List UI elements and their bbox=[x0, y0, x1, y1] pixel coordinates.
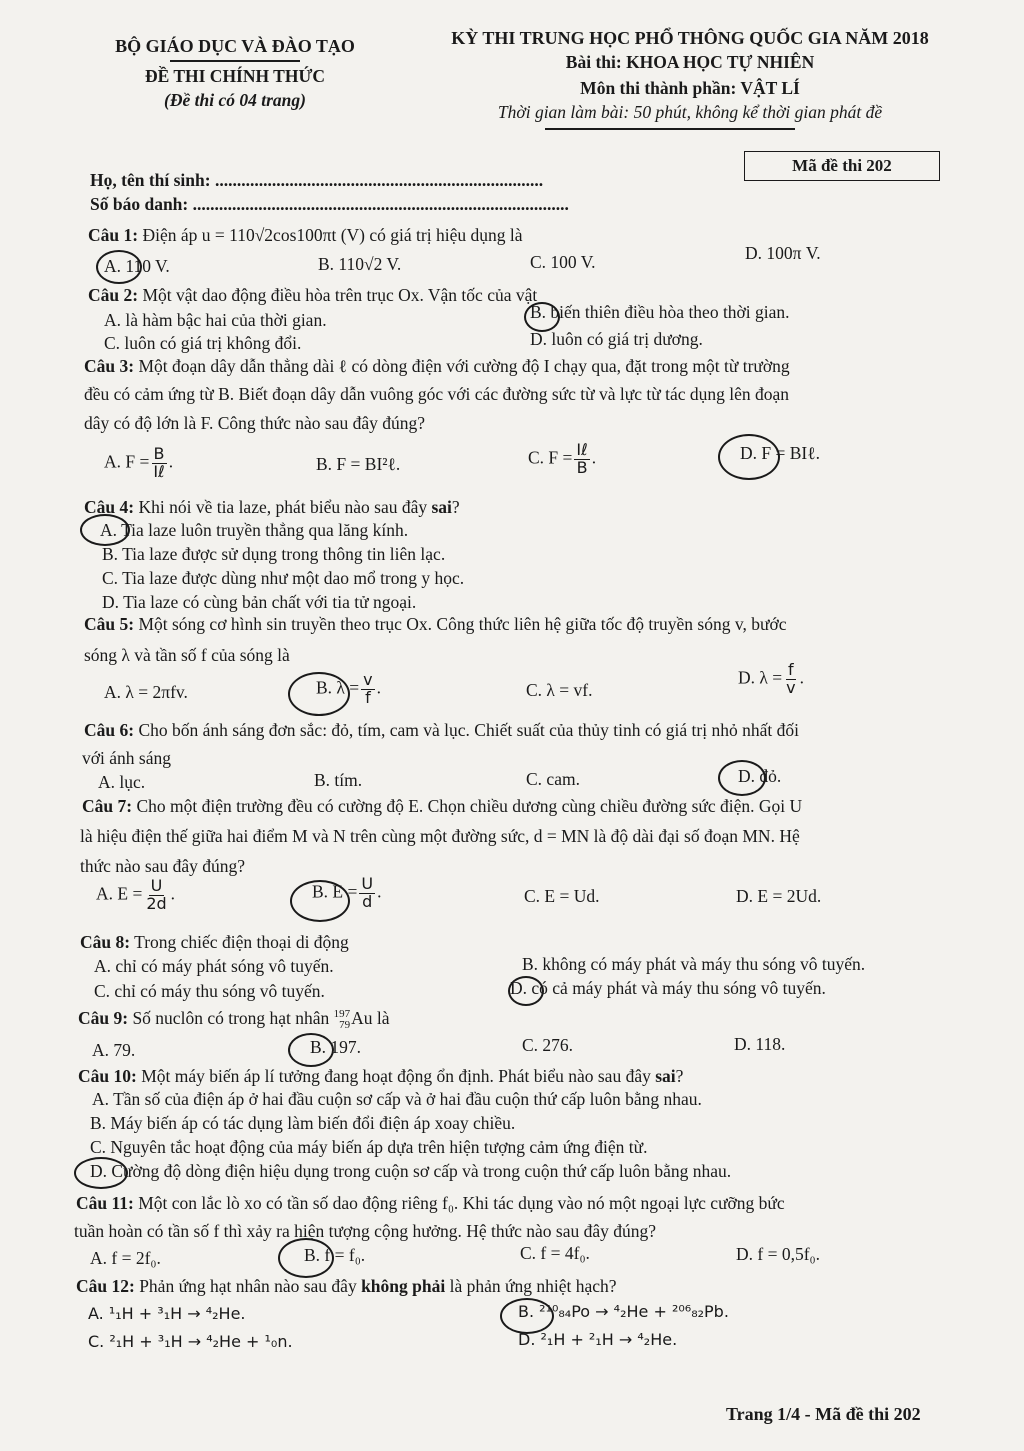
exam-title: KỲ THI TRUNG HỌC PHỔ THÔNG QUỐC GIA NĂM 2018 bbox=[451, 28, 929, 48]
q10-option-d[interactable]: D. Cường độ dòng điện hiệu dụng trong cuộn sơ cấp và trong cuộn thứ cấp luôn bằng nhau. bbox=[90, 1161, 732, 1181]
q5-d-label: D. λ = bbox=[738, 667, 783, 688]
q9-element: Au là bbox=[351, 1008, 390, 1028]
question-6-line-2: với ánh sáng bbox=[82, 748, 171, 768]
q10-text: Một máy biến áp lí tưởng đang hoạt động ổn định. Phát biểu nào sau đây bbox=[136, 1066, 656, 1086]
q5-option-c[interactable]: C. λ = vf. bbox=[526, 680, 593, 700]
q9-option-a[interactable]: A. 79. bbox=[92, 1040, 136, 1060]
q10-option-a[interactable]: A. Tần số của điện áp ở hai đầu cuộn sơ cấp và ở hai đầu cuộn thứ cấp luôn bằng nhau. bbox=[92, 1089, 702, 1109]
q1-option-b[interactable]: B. 110√2 V. bbox=[318, 254, 402, 274]
question-3-line-2: đều có cảm ứng từ B. Biết đoạn dây dẫn vuông góc với các đường sức từ và lực từ tác dụng lên đoạn bbox=[84, 384, 790, 404]
q1-option-d[interactable]: D. 100π V. bbox=[745, 243, 821, 263]
question-3-line-3: dây có độ lớn là F. Công thức nào sau đây đúng? bbox=[84, 413, 426, 433]
q11-label: Câu 11: bbox=[76, 1193, 134, 1213]
q3-c-den: B bbox=[576, 457, 588, 477]
question-5-line-1 bbox=[84, 614, 786, 635]
q6-option-a[interactable]: A. lục. bbox=[98, 772, 146, 792]
question-9 bbox=[78, 1008, 390, 1031]
q12-option-d[interactable]: D. ²₁H + ²₁H → ⁴₂He. bbox=[518, 1330, 678, 1349]
question-7-line-2: là hiệu điện thế giữa hai điểm M và N trên cùng một đường sức, d = MN là độ dài đại số đoạn MN. Hệ bbox=[80, 826, 800, 846]
q2-option-c[interactable]: C. luôn có giá trị không đổi. bbox=[104, 333, 302, 353]
q2-option-b[interactable]: B. biến thiên điều hòa theo thời gian. bbox=[530, 302, 790, 322]
q3-option-b[interactable]: B. F = BI²ℓ. bbox=[316, 454, 401, 474]
q3-a-den: Iℓ bbox=[153, 461, 165, 481]
q5-option-a[interactable]: A. λ = 2πfv. bbox=[104, 682, 188, 702]
q9-atomic-number: 79 bbox=[339, 1018, 351, 1031]
question-11-line-2: tuần hoàn có tần số f thì xảy ra hiện tượng cộng hưởng. Hệ thức nào sau đây đúng? bbox=[74, 1221, 657, 1241]
q12-label: Câu 12: bbox=[76, 1276, 135, 1296]
q6-option-c[interactable]: C. cam. bbox=[526, 769, 580, 789]
q3-option-c[interactable]: C. F = $\frac{\text{Iℓ}}{B}$ . bbox=[528, 440, 597, 477]
pages-note: (Đề thi có 04 trang) bbox=[164, 90, 306, 110]
q7-b-num: U bbox=[361, 874, 374, 893]
q5-label: Câu 5: bbox=[84, 614, 135, 634]
question-2 bbox=[88, 285, 537, 306]
question-7-line-1 bbox=[82, 796, 802, 817]
q5-d-den: v bbox=[786, 677, 796, 697]
q4-text: Khi nói về tia laze, phát biểu nào sau đây bbox=[134, 497, 432, 517]
q4-option-a[interactable]: A. Tia laze luôn truyền thẳng qua lăng kính. bbox=[100, 520, 409, 540]
q12-khong-phai: không phải bbox=[361, 1276, 446, 1296]
q6-option-d[interactable]: D. đỏ. bbox=[738, 766, 782, 786]
official-label: ĐỀ THI CHÍNH THỨC bbox=[144, 66, 326, 86]
q10-sai: sai bbox=[655, 1066, 676, 1086]
question-10 bbox=[78, 1066, 683, 1087]
question-6-line-1 bbox=[84, 720, 799, 741]
subject: Môn thi thành phần: VẬT LÍ bbox=[580, 78, 800, 98]
q7-option-d[interactable]: D. E = 2Ud. bbox=[736, 886, 822, 906]
q2-text: Một vật dao động điều hòa trên trục Ox. Vận tốc của vật bbox=[138, 285, 538, 305]
q5-line-1: Một sóng cơ hình sin truyền theo trục Ox. Công thức liên hệ giữa tốc độ truyền sóng v, bước bbox=[134, 614, 787, 634]
q7-a-label: A. E = bbox=[96, 883, 143, 904]
q7-option-b[interactable]: B. E = $\frac{U}{d}$ . bbox=[312, 874, 382, 911]
q7-b-fraction bbox=[359, 876, 375, 911]
candidate-name-field: Họ, tên thí sinh: ........................................................................... bbox=[90, 170, 544, 190]
question-5-line-2: sóng λ và tần số f của sóng là bbox=[84, 645, 290, 665]
q12-text-2: là phản ứng nhiệt hạch? bbox=[445, 1276, 617, 1296]
q3-label: Câu 3: bbox=[84, 356, 135, 376]
q5-d-num: f bbox=[788, 660, 794, 679]
q10-option-b[interactable]: B. Máy biến áp có tác dụng làm biến đổi điện áp xoay chiều. bbox=[90, 1113, 516, 1133]
q11-option-d[interactable]: D. f = 0,5f₀. bbox=[736, 1244, 821, 1264]
question-4 bbox=[84, 497, 460, 518]
q9-option-d[interactable]: D. 118. bbox=[734, 1034, 786, 1054]
q3-a-fraction bbox=[151, 446, 166, 481]
q3-c-fraction bbox=[574, 442, 589, 477]
q3-a-num: B bbox=[153, 444, 165, 463]
q6-label: Câu 6: bbox=[84, 720, 135, 740]
q4-label: Câu 4: bbox=[84, 497, 135, 517]
question-11-line-1 bbox=[76, 1193, 785, 1214]
q7-label: Câu 7: bbox=[82, 796, 133, 816]
q9-label: Câu 9: bbox=[78, 1008, 129, 1028]
q6-option-b[interactable]: B. tím. bbox=[314, 770, 363, 790]
q9-text: Số nuclôn có trong hạt nhân bbox=[128, 1008, 330, 1028]
q12-option-c[interactable]: C. ²₁H + ³₁H → ⁴₂He + ¹₀n. bbox=[88, 1332, 293, 1351]
q8-text: Trong chiếc điện thoại di động bbox=[130, 932, 349, 952]
q8-option-c[interactable]: C. chỉ có máy thu sóng vô tuyến. bbox=[94, 981, 325, 1001]
q5-b-label: B. λ = bbox=[316, 677, 360, 698]
q11-option-a[interactable]: A. f = 2f₀. bbox=[90, 1248, 161, 1268]
q10-label: Câu 10: bbox=[78, 1066, 137, 1086]
q4-qmark: ? bbox=[451, 497, 460, 517]
q2-option-a[interactable]: A. là hàm bậc hai của thời gian. bbox=[104, 310, 327, 330]
exam-code-box: Mã đề thi 202 bbox=[744, 151, 940, 181]
question-7-line-3: thức nào sau đây đúng? bbox=[80, 856, 245, 876]
q7-line-1: Cho một điện trường đều có cường độ E. Chọn chiều dương cùng chiều đường sức điện. Gọi U bbox=[132, 796, 803, 816]
q3-a-label: A. F = bbox=[104, 451, 150, 472]
time-note: Thời gian làm bài: 50 phút, không kể thời gian phát đề bbox=[497, 102, 883, 122]
q5-option-d[interactable]: D. λ = $\frac{f}{v}$ . bbox=[738, 660, 804, 697]
q8-option-a[interactable]: A. chỉ có máy phát sóng vô tuyến. bbox=[94, 956, 334, 976]
q5-b-fraction bbox=[361, 672, 374, 707]
question-1 bbox=[88, 225, 522, 246]
q9-option-b[interactable]: B. 197. bbox=[310, 1037, 362, 1057]
q6-line-1: Cho bốn ánh sáng đơn sắc: đỏ, tím, cam và lục. Chiết suất của thủy tinh có giá trị nhỏ nhất đối bbox=[134, 720, 799, 740]
q5-b-num: v bbox=[363, 670, 373, 689]
candidate-id-field: Số báo danh: ...................................................................................... bbox=[90, 194, 569, 214]
q8-option-b[interactable]: B. không có máy phát và máy thu sóng vô tuyến. bbox=[522, 954, 866, 974]
q1-option-c[interactable]: C. 100 V. bbox=[530, 252, 596, 272]
q2-label: Câu 2: bbox=[88, 285, 139, 305]
q7-a-num: U bbox=[150, 876, 163, 895]
q4-sai: sai bbox=[431, 497, 452, 517]
q4-option-b[interactable]: B. Tia laze được sử dụng trong thông tin liên lạc. bbox=[102, 544, 446, 564]
q7-a-den: 2d bbox=[146, 893, 167, 913]
q11-option-b[interactable]: B. f = f₀. bbox=[304, 1245, 366, 1265]
q12-option-b[interactable]: B. ²¹⁰₈₄Po → ⁴₂He + ²⁰⁶₈₂Pb. bbox=[518, 1302, 729, 1321]
q3-option-a[interactable]: A. F = $\frac{B}{\text{Iℓ}}$ . bbox=[104, 444, 174, 481]
q8-option-d[interactable]: D. có cả máy phát và máy thu sóng vô tuyến. bbox=[510, 978, 826, 998]
subject-group: Bài thi: KHOA HỌC TỰ NHIÊN bbox=[565, 52, 815, 72]
q3-c-num: Iℓ bbox=[576, 440, 588, 459]
q12-text: Phản ứng hạt nhân nào sau đây bbox=[134, 1276, 362, 1296]
q7-option-c[interactable]: C. E = Ud. bbox=[524, 886, 600, 906]
q9-mass-number: 197 bbox=[333, 1007, 351, 1020]
q3-option-d[interactable]: D. F = BIℓ. bbox=[740, 443, 820, 463]
q5-b-den: f bbox=[365, 687, 371, 707]
q7-a-fraction bbox=[144, 878, 168, 913]
q5-d-fraction bbox=[784, 662, 797, 697]
ministry-name: BỘ GIÁO DỤC VÀ ĐÀO TẠO bbox=[115, 36, 355, 56]
q3-c-label: C. F = bbox=[528, 447, 573, 468]
q11-option-c[interactable]: C. f = 4f₀. bbox=[520, 1243, 590, 1263]
q12-option-a[interactable]: A. ¹₁H + ³₁H → ⁴₂He. bbox=[88, 1304, 246, 1323]
q5-option-b[interactable]: B. λ = $\frac{v}{f}$ . bbox=[316, 670, 381, 707]
q7-option-a[interactable]: A. E = $\frac{U}{2d}$ . bbox=[96, 876, 176, 913]
q1-text: Điện áp u = 110√2cos100πt (V) có giá trị hiệu dụng là bbox=[138, 225, 523, 245]
q9-option-c[interactable]: C. 276. bbox=[522, 1035, 574, 1055]
q7-b-label: B. E = bbox=[312, 881, 358, 902]
header-rule-left bbox=[170, 60, 300, 62]
q10-option-c[interactable]: C. Nguyên tắc hoạt động của máy biến áp dựa trên hiện tượng cảm ứng điện từ. bbox=[90, 1137, 648, 1157]
q8-label: Câu 8: bbox=[80, 932, 131, 952]
q2-option-d[interactable]: D. luôn có giá trị dương. bbox=[530, 329, 703, 349]
nuclide-notation bbox=[334, 1009, 351, 1031]
q1-option-a[interactable]: A. 110 V. bbox=[104, 256, 170, 276]
q4-option-d[interactable]: D. Tia laze có cùng bản chất với tia tử ngoại. bbox=[102, 592, 417, 612]
question-3-line-1 bbox=[84, 356, 790, 377]
q7-b-den: d bbox=[362, 891, 373, 911]
q1-label: Câu 1: bbox=[88, 225, 139, 245]
q11-line-1: Một con lắc lò xo có tần số dao động riêng f₀. Khi tác dụng vào nó một ngoại lực cưỡng bức bbox=[133, 1193, 785, 1213]
q3-line-1: Một đoạn dây dẫn thẳng dài ℓ có dòng điện với cường độ I chạy qua, đặt trong một từ trường bbox=[134, 356, 790, 376]
question-12 bbox=[76, 1276, 617, 1297]
q10-qmark: ? bbox=[675, 1066, 684, 1086]
q4-option-c[interactable]: C. Tia laze được dùng như một dao mổ trong y học. bbox=[102, 568, 465, 588]
question-8 bbox=[80, 932, 349, 953]
header-rule-right bbox=[545, 128, 795, 130]
page-footer: Trang 1/4 - Mã đề thi 202 bbox=[726, 1404, 921, 1424]
